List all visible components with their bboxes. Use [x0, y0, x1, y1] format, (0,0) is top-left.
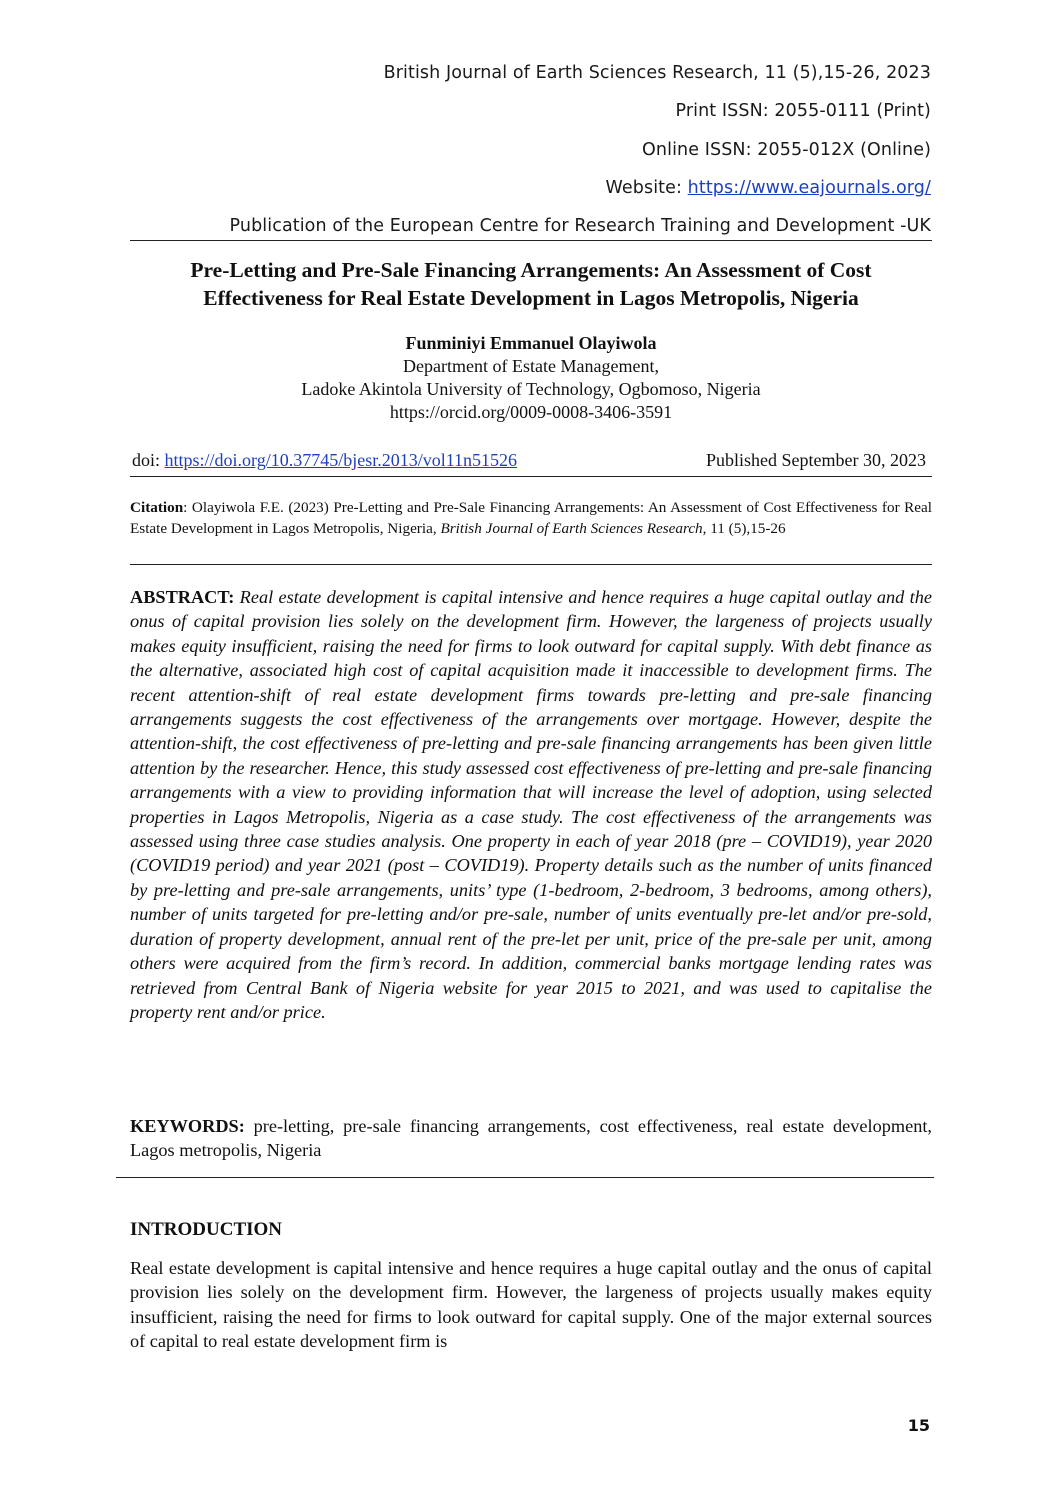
citation-divider — [130, 564, 932, 565]
online-issn: Online ISSN: 2055-012X (Online) — [642, 140, 931, 160]
journal-citation-line: British Journal of Earth Sciences Research, 11 (5),15-26, 2023 — [383, 63, 931, 83]
author-department: Department of Estate Management, — [403, 356, 659, 376]
author-name: Funminiyi Emmanuel Olayiwola — [405, 333, 657, 353]
keywords — [130, 1114, 932, 1162]
citation — [130, 497, 932, 539]
introduction-text: Real estate development is capital intensive and hence requires a huge capital outlay and the onus of capital provision lies solely on the development firm. However, the largeness of projects usually makes equity insufficient, raising the need for firms to look outward for capital supply. One of the major external sources of capital to real estate development firm is — [130, 1258, 932, 1352]
publisher-line: Publication of the European Centre for Research Training and Development -UK — [229, 216, 931, 236]
doi — [132, 450, 517, 471]
citation-text: : Olayiwola F.E. (2023) Pre-Letting and Pre-Sale Financing Arrangements: An Assessment of Cost Effectiveness for Real Estate Development in Lagos Metropolis, Nigeria, — [130, 499, 932, 537]
abstract — [130, 585, 932, 1024]
page-number: 15 — [907, 1416, 930, 1435]
abstract-text: Real estate development is capital intensive and hence requires a huge capital outlay and the onus of capital provision lies solely on the development firm. However, the largeness of projects usually makes equity insufficient, raising the need for firms to look outward for capital supply. With debt finance as the alternative, associated high cost of capital acquisition made it inaccessible to development firms. The recent attention-shift of real estate development firms towards pre-letting and pre-sale financing arrangements suggests the cost effectiveness of the arrangements over mortgage. However, despite the attention-shift, the cost effectiveness of pre-letting and pre-sale financing arrangements has been given little attention by the researcher. Hence, this study assessed cost effectiveness of pre-letting and pre-sale financing arrangements with a view to providing information that will increase the level of adoption, using selected properties in Lagos Metropolis, Nigeria as a case study. The cost effectiveness of the arrangements was assessed using three case studies analysis. One property in each of year 2018 (pre – COVID19), year 2020 (COVID19 period) and year 2021 (post – COVID19). Property details such as the number of units financed by pre-letting and pre-sale arrangements, units’ type (1-bedroom, 2-bedroom, 3 bedrooms, among others), number of units targeted for pre-letting and/or pre-sale, number of units eventually pre-let and/or pre-sold, duration of property development, annual rent of the pre-let per unit, price of the pre-sale per unit, among others were acquired from the firm’s record. In addition, commercial banks mortgage lending rates was retrieved from Central Bank of Nigeria website for year 2015 to 2021, and was used to capitalise the property rent and/or price. — [130, 587, 932, 1022]
doi-link[interactable]: https://doi.org/10.37745/bjesr.2013/vol11n51526 — [164, 450, 518, 470]
published-date: Published September 30, 2023 — [706, 450, 926, 470]
website-label: Website: — [605, 178, 688, 198]
author-orcid: https://orcid.org/0009-0008-3406-3591 — [389, 402, 673, 422]
print-issn: Print ISSN: 2055-0111 (Print) — [675, 101, 931, 121]
introduction-heading: INTRODUCTION — [130, 1219, 283, 1240]
website-link[interactable]: https://www.eajournals.org/ — [687, 178, 931, 198]
header-divider — [130, 240, 932, 241]
doi-label: doi: — [132, 450, 165, 470]
author-institution: Ladoke Akintola University of Technology, Ogbomoso, Nigeria — [301, 379, 761, 399]
citation-label: Citation — [130, 499, 184, 516]
website-line — [606, 178, 931, 198]
abstract-label: ABSTRACT: — [130, 587, 235, 607]
citation-journal: British Journal of Earth Sciences Research — [440, 520, 703, 537]
keywords-text: pre-letting, pre-sale financing arrangements, cost effectiveness, real estate development, Lagos metropolis, Nigeria — [130, 1116, 932, 1160]
keywords-label: KEYWORDS: — [130, 1116, 245, 1136]
author-block — [130, 332, 932, 424]
doi-row — [130, 450, 932, 477]
citation-volume: , 11 (5),15-26 — [702, 520, 786, 537]
paper-title: Pre-Letting and Pre-Sale Financing Arrangements: An Assessment of Cost Effectiveness for Real Estate Development in Lagos Metropolis, Nigeria — [190, 258, 872, 310]
keywords-divider — [116, 1177, 934, 1178]
